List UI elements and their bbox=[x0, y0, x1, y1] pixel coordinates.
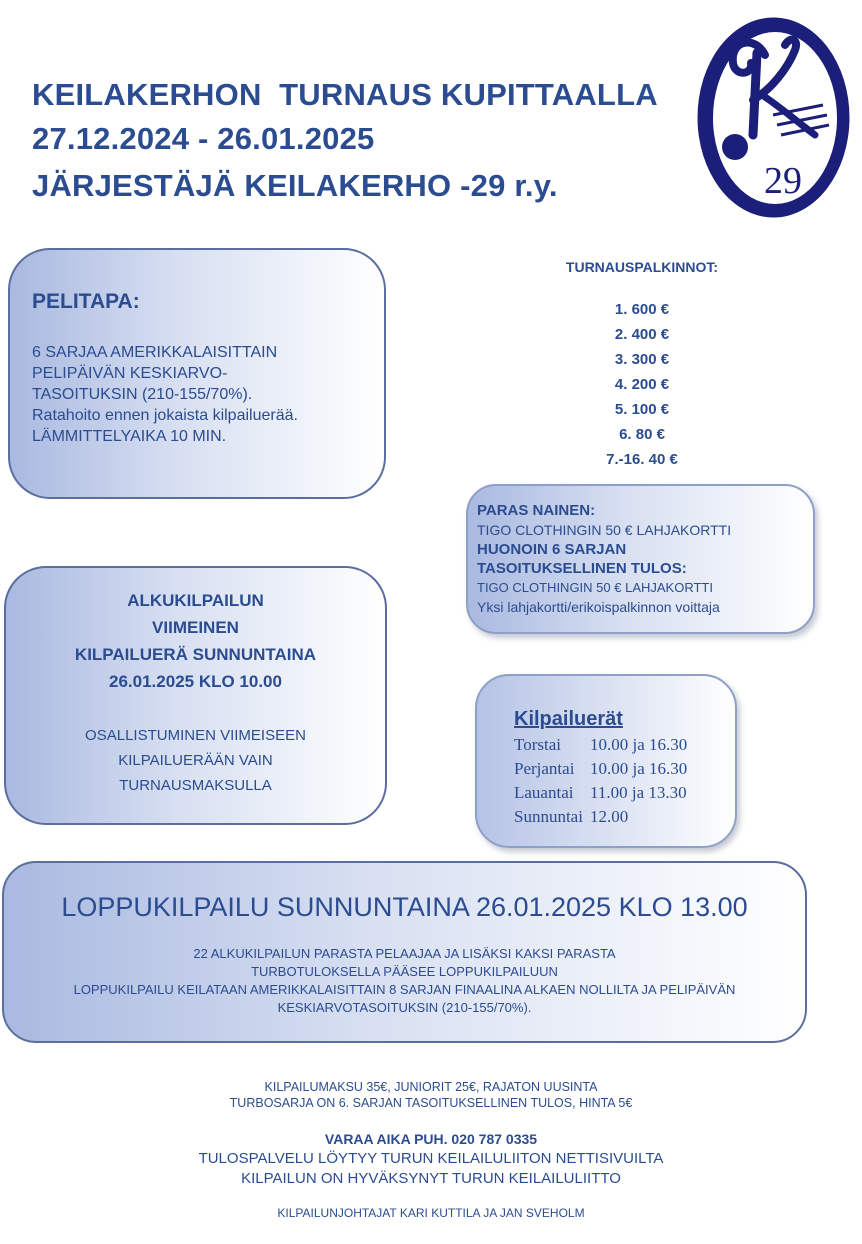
final-info-line: TURBOTULOKSELLA PÄÄSEE LOPPUKILPAILUUN bbox=[251, 964, 558, 979]
final-heading: LOPPUKILPAILU SUNNUNTAINA 26.01.2025 KLO 13.00 bbox=[61, 892, 748, 922]
qualifying-line: VIIMEINEN bbox=[152, 618, 239, 637]
special-prize-note: Yksi lahjakortti/erikoispalkinnon voittaja bbox=[477, 599, 720, 615]
final-info-line: KESKIARVOTASOITUKSIN (210-155/70%). bbox=[277, 1000, 532, 1015]
game-format-line: TASOITUKSIN (210-155/70%). bbox=[32, 386, 253, 403]
game-format-heading: PELITAPA: bbox=[32, 290, 140, 313]
special-prize-text: TIGO CLOTHINGIN 50 € LAHJAKORTTI bbox=[477, 580, 713, 595]
worst-result-label: TASOITUKSELLINEN TULOS: bbox=[477, 560, 687, 577]
rounds-row bbox=[514, 757, 687, 781]
round-times: 10.00 ja 16.30 bbox=[590, 759, 688, 778]
game-format-panel bbox=[8, 248, 386, 499]
special-prize-text: TIGO CLOTHINGIN 50 € LAHJAKORTTI bbox=[477, 522, 732, 538]
rounds-row bbox=[514, 733, 687, 757]
title-organizer: JÄRJESTÄJÄ KEILAKERHO -29 r.y. bbox=[32, 168, 558, 203]
entry-fee: KILPAILUMAKSU 35€, JUNIORIT 25€, RAJATON UUSINTA bbox=[264, 1080, 598, 1094]
prize-item: 7.-16. 40 € bbox=[606, 451, 678, 468]
qualifying-line: ALKUKILPAILUN bbox=[127, 591, 264, 610]
prize-item: 6. 80 € bbox=[619, 426, 665, 443]
round-day: Sunnuntai bbox=[514, 807, 583, 826]
game-format-line: Ratahoito ennen jokaista kilpailuerää. bbox=[32, 407, 298, 424]
prize-list bbox=[500, 259, 784, 472]
game-format-line: PELIPÄIVÄN KESKIARVO- bbox=[32, 365, 228, 382]
participation-note: KILPAILUERÄÄN VAIN bbox=[118, 752, 273, 769]
prize-item: 1. 600 € bbox=[614, 301, 670, 318]
participation-note: OSALLISTUMINEN VIIMEISEEN bbox=[85, 727, 306, 744]
final-competition-panel bbox=[2, 861, 807, 1043]
final-info-line: 22 ALKUKILPAILUN PARASTA PELAAJAA JA LISÄKSI KAKSI PARASTA bbox=[193, 946, 616, 961]
booking-phone: VARAA AIKA PUH. 020 787 0335 bbox=[324, 1131, 538, 1147]
rounds-row bbox=[514, 781, 687, 805]
qualifying-final-round-panel bbox=[4, 566, 387, 825]
prize-item: 5. 100 € bbox=[614, 401, 670, 418]
club-logo bbox=[695, 15, 852, 220]
rounds-row bbox=[514, 805, 687, 829]
qualifying-line: KILPAILUERÄ SUNNUNTAINA bbox=[74, 645, 317, 664]
round-day: Torstai bbox=[514, 735, 561, 754]
title-line-1: KEILAKERHON TURNAUS KUPITTAALLA bbox=[32, 77, 658, 112]
prize-item: 3. 300 € bbox=[614, 351, 670, 368]
results-service: TULOSPALVELU LÖYTYY TURUN KEILAILULIITON NETTISIVUILTA bbox=[198, 1150, 664, 1167]
special-prizes-panel bbox=[466, 484, 815, 634]
game-format-line: 6 SARJAA AMERIKKALAISITTAIN bbox=[32, 344, 278, 361]
best-woman-label: PARAS NAINEN: bbox=[477, 502, 596, 519]
final-info-line: LOPPUKILPAILU KEILATAAN AMERIKKALAISITTAIN 8 SARJAN FINAALINA ALKAEN NOLLILTA JA PELIPÄIVÄN bbox=[73, 982, 736, 997]
competition-directors: KILPAILUNJOHTAJAT KARI KUTTILA JA JAN SVEHOLM bbox=[277, 1206, 585, 1220]
rounds-heading: Kilpailuerät bbox=[514, 708, 623, 730]
rounds-schedule-panel bbox=[475, 674, 737, 848]
prize-heading: TURNAUSPALKINNOT: bbox=[565, 259, 719, 275]
game-format-text bbox=[32, 342, 298, 447]
round-times: 12.00 bbox=[590, 807, 629, 826]
participation-note: TURNAUSMAKSULLA bbox=[119, 777, 272, 794]
footer bbox=[0, 1079, 862, 1221]
approval-note: KILPAILUN ON HYVÄKSYNYT TURUN KEILAILULIITTO bbox=[241, 1170, 621, 1187]
prize-item: 4. 200 € bbox=[614, 376, 670, 393]
round-day: Perjantai bbox=[514, 759, 575, 778]
turbo-series-fee: TURBOSARJA ON 6. SARJAN TASOITUKSELLINEN TULOS, HINTA 5€ bbox=[229, 1096, 633, 1110]
worst-result-label: HUONOIN 6 SARJAN bbox=[477, 541, 627, 558]
game-format-line: LÄMMITTELYAIKA 10 MIN. bbox=[32, 428, 227, 445]
round-times: 10.00 ja 16.30 bbox=[590, 735, 688, 754]
round-times: 11.00 ja 13.30 bbox=[590, 783, 687, 802]
logo-number: 29 bbox=[764, 160, 802, 202]
round-day: Lauantai bbox=[514, 783, 574, 802]
title-dates: 27.12.2024 - 26.01.2025 bbox=[32, 121, 375, 156]
prize-item: 2. 400 € bbox=[614, 326, 670, 343]
qualifying-date: 26.01.2025 KLO 10.00 bbox=[109, 672, 282, 691]
